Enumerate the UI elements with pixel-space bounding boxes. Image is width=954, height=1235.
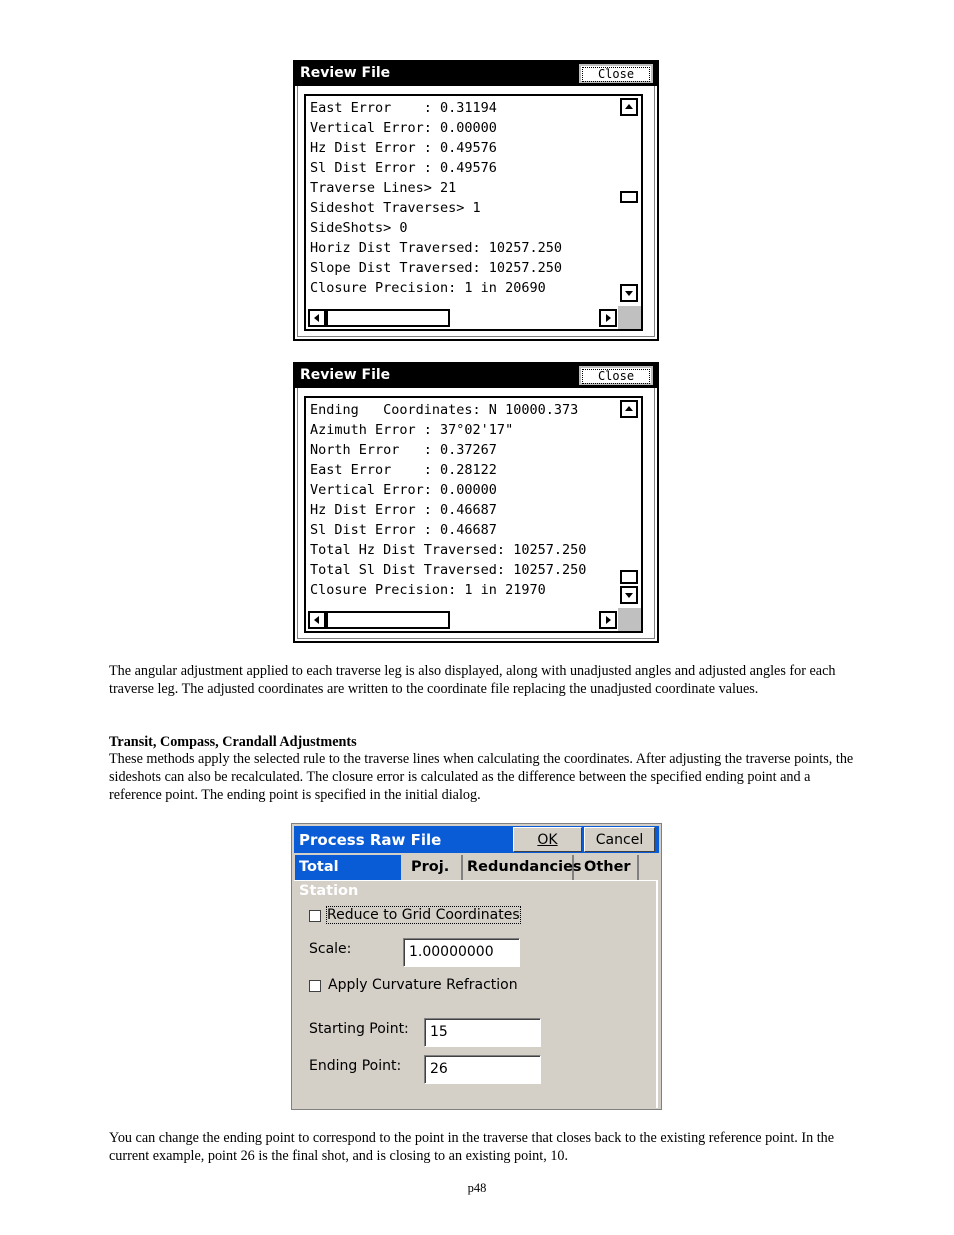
starting-point-label: Starting Point: <box>309 1021 409 1037</box>
vertical-scrollbar[interactable] <box>618 96 641 306</box>
review-file-window-2 <box>293 362 659 643</box>
scroll-left-button[interactable] <box>308 309 326 327</box>
tab-bar <box>294 853 659 899</box>
curvature-refraction-label[interactable]: Apply Curvature Refraction <box>328 977 518 993</box>
arrow-right-icon <box>603 313 613 323</box>
report-line: East Error : 0.31194 <box>310 100 497 116</box>
report-line: Sl Dist Error : 0.46687 <box>310 522 497 538</box>
dialog-title: Process Raw File <box>299 831 442 849</box>
report-line: Total Sl Dist Traversed: 10257.250 <box>310 562 587 578</box>
scroll-thumb[interactable] <box>620 570 638 584</box>
report-line: Closure Precision: 1 in 21970 <box>310 582 546 598</box>
arrow-right-icon <box>603 615 613 625</box>
tab-proj[interactable]: Proj. <box>406 855 463 881</box>
tab-total-station[interactable]: Total Station <box>295 855 401 881</box>
paragraph-ending-point: You can change the ending point to correspond to the point in the traverse that closes back to the existing reference point. In the current example, point 26 is the final shot, and is closing to an existing point, 10. <box>109 1130 835 1164</box>
paragraph-adjustment-methods: These methods apply the selected rule to the traverse lines when calculating the coordinates. After adjusting the traverse points, the sideshots can also be recalculated. The closure error is calculated as the difference between the specified ending point and a reference point. The ending point is specified in the initial dialog. <box>109 751 854 803</box>
report-line: East Error : 0.28122 <box>310 462 497 478</box>
arrow-down-icon <box>624 288 634 298</box>
report-lines <box>310 400 586 600</box>
tab-other[interactable]: Other <box>579 855 639 881</box>
report-list[interactable] <box>304 396 643 633</box>
report-line: Closure Precision: 1 in 20690 <box>310 280 546 296</box>
report-line: Hz Dist Error : 0.46687 <box>310 502 497 518</box>
report-line: Horiz Dist Traversed: 10257.250 <box>310 240 562 256</box>
report-line: Traverse Lines> 21 <box>310 180 457 196</box>
scroll-thumb[interactable] <box>326 309 450 327</box>
page-number: p48 <box>467 1181 487 1195</box>
title-bar <box>294 826 659 853</box>
arrow-left-icon <box>312 313 322 323</box>
horizontal-scrollbar[interactable] <box>306 608 620 631</box>
cancel-button[interactable]: Cancel <box>584 827 655 852</box>
ending-point-input[interactable]: 26 <box>424 1055 541 1084</box>
starting-point-input[interactable]: 15 <box>424 1018 541 1047</box>
report-lines <box>310 98 562 298</box>
horizontal-scrollbar[interactable] <box>306 306 620 329</box>
report-line: SideShots> 0 <box>310 220 408 236</box>
scrollbar-corner <box>618 306 641 329</box>
report-line: North Error : 0.37267 <box>310 442 497 458</box>
scroll-right-button[interactable] <box>599 611 617 629</box>
close-button-label: Close <box>582 67 650 82</box>
title-bar <box>295 364 657 388</box>
paragraph-angular-adjustment: The angular adjustment applied to each traverse leg is also displayed, along with unadjusted angles and adjusted angles for each traverse leg. The adjusted coordinates are written to the coordinate file replacing the unadjusted coordinate values. <box>109 663 836 697</box>
close-button-label: Close <box>582 369 650 384</box>
report-line: Vertical Error: 0.00000 <box>310 120 497 136</box>
scroll-down-button[interactable] <box>620 586 638 604</box>
scroll-down-button[interactable] <box>620 284 638 302</box>
arrow-up-icon <box>624 102 634 112</box>
arrow-left-icon <box>312 615 322 625</box>
scrollbar-corner <box>618 608 641 631</box>
report-list[interactable] <box>304 94 643 331</box>
scale-input[interactable]: 1.00000000 <box>403 938 520 967</box>
arrow-down-icon <box>624 590 634 600</box>
tab-redundancies[interactable]: Redundancies <box>462 855 574 881</box>
window-title: Review File <box>300 367 391 383</box>
scale-label: Scale: <box>309 941 352 957</box>
reduce-grid-checkbox[interactable] <box>309 910 321 922</box>
report-line: Ending Coordinates: N 10000.373 <box>310 402 579 418</box>
window-title: Review File <box>300 65 391 81</box>
ok-button[interactable]: OK <box>513 827 582 852</box>
vertical-scrollbar[interactable] <box>618 398 641 608</box>
scroll-up-button[interactable] <box>620 400 638 418</box>
tab-panel-border <box>656 880 658 1108</box>
report-line: Total Hz Dist Traversed: 10257.250 <box>310 542 587 558</box>
scroll-left-button[interactable] <box>308 611 326 629</box>
reduce-grid-label[interactable]: Reduce to Grid Coordinates <box>327 907 520 923</box>
process-raw-file-dialog <box>291 823 662 1110</box>
section-heading: Transit, Compass, Crandall Adjustments <box>109 734 357 750</box>
scroll-right-button[interactable] <box>599 309 617 327</box>
report-line: Azimuth Error : 37°02'17" <box>310 422 514 438</box>
report-line: Hz Dist Error : 0.49576 <box>310 140 497 156</box>
close-button[interactable] <box>579 64 653 83</box>
scroll-thumb[interactable] <box>326 611 450 629</box>
close-button[interactable] <box>579 366 653 385</box>
review-file-window-1 <box>293 60 659 341</box>
title-bar <box>295 62 657 86</box>
arrow-up-icon <box>624 404 634 414</box>
ending-point-label: Ending Point: <box>309 1058 402 1074</box>
scroll-up-button[interactable] <box>620 98 638 116</box>
curvature-refraction-checkbox[interactable] <box>309 980 321 992</box>
report-line: Sl Dist Error : 0.49576 <box>310 160 497 176</box>
report-line: Vertical Error: 0.00000 <box>310 482 497 498</box>
tab-panel-border <box>294 880 658 881</box>
report-line: Slope Dist Traversed: 10257.250 <box>310 260 562 276</box>
scroll-thumb[interactable] <box>620 191 638 203</box>
report-line: Sideshot Traverses> 1 <box>310 200 481 216</box>
